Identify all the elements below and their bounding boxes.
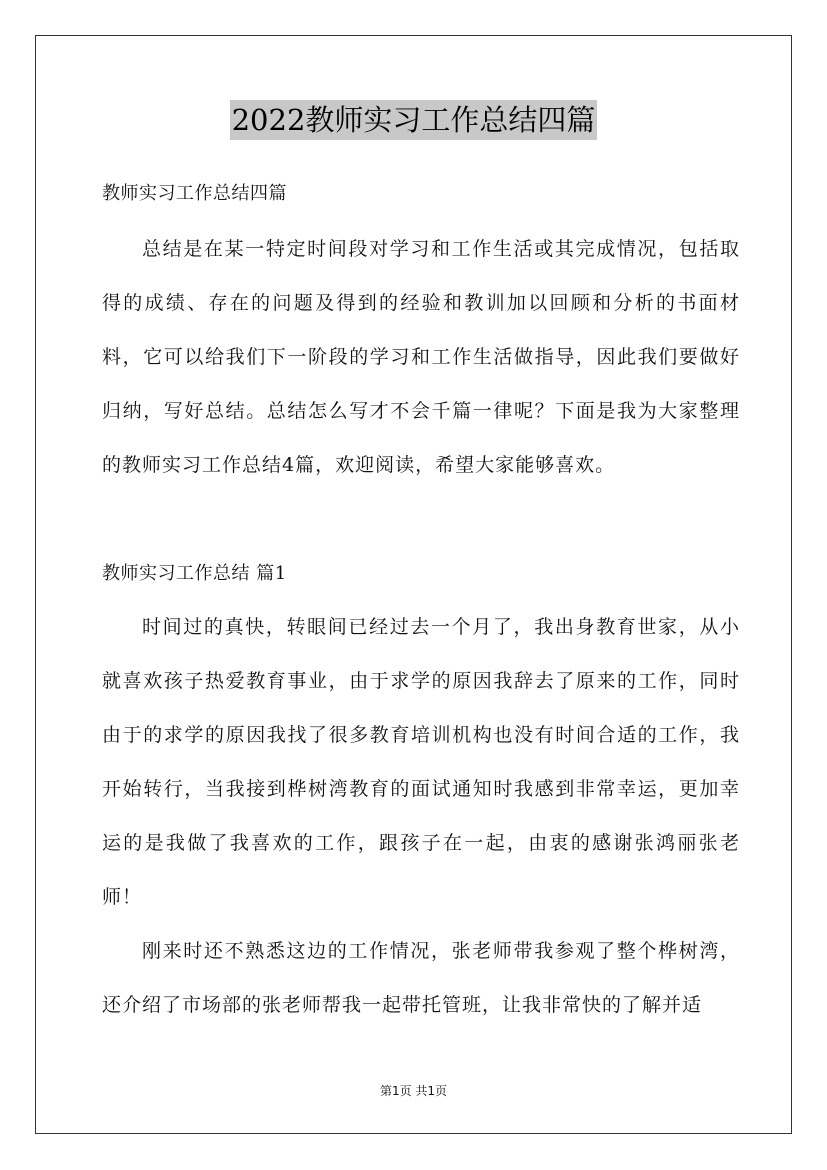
document-title: 2022教师实习工作总结四篇 <box>230 100 598 140</box>
page-footer: 第1页 共1页 <box>379 1084 448 1098</box>
section-paragraph-1: 时间过的真快，转眼间已经过去一个月了，我出身教育世家，从小就喜欢孩子热爱教育事业，由于求学的原因我辞去了原来的工作，同时由于的求学的原因我找了很多教育培训机构也没有时间合适的工作，我开始转行，当我接到桦树湾教育的面试通知时我感到非常幸运，更加幸运的是我做了我喜欢的工作，跟孩子在一起，由衷的感谢张鸿丽张老师！ <box>102 616 740 908</box>
intro-paragraph: 总结是在某一特定时间段对学习和工作生活或其完成情况，包括取得的成绩、存在的问题及得到的经验和教训加以回顾和分析的书面材料，它可以给我们下一阶段的学习和工作生活做指导，因此我们要做好归纳，写好总结。总结怎么写才不会千篇一律呢？下面是我为大家整理的教师实习工作总结4篇，欢迎阅读，希望大家能够喜欢。 <box>102 238 740 476</box>
title-container <box>0 100 827 140</box>
document-subtitle: 教师实习工作总结四篇 <box>102 183 287 204</box>
section-heading: 教师实习工作总结 篇1 <box>102 563 287 584</box>
section-paragraph-2: 刚来时还不熟悉这边的工作情况，张老师带我参观了整个桦树湾，还介绍了市场部的张老师帮我一起带托管班，让我非常快的了解并适 <box>102 940 740 1016</box>
